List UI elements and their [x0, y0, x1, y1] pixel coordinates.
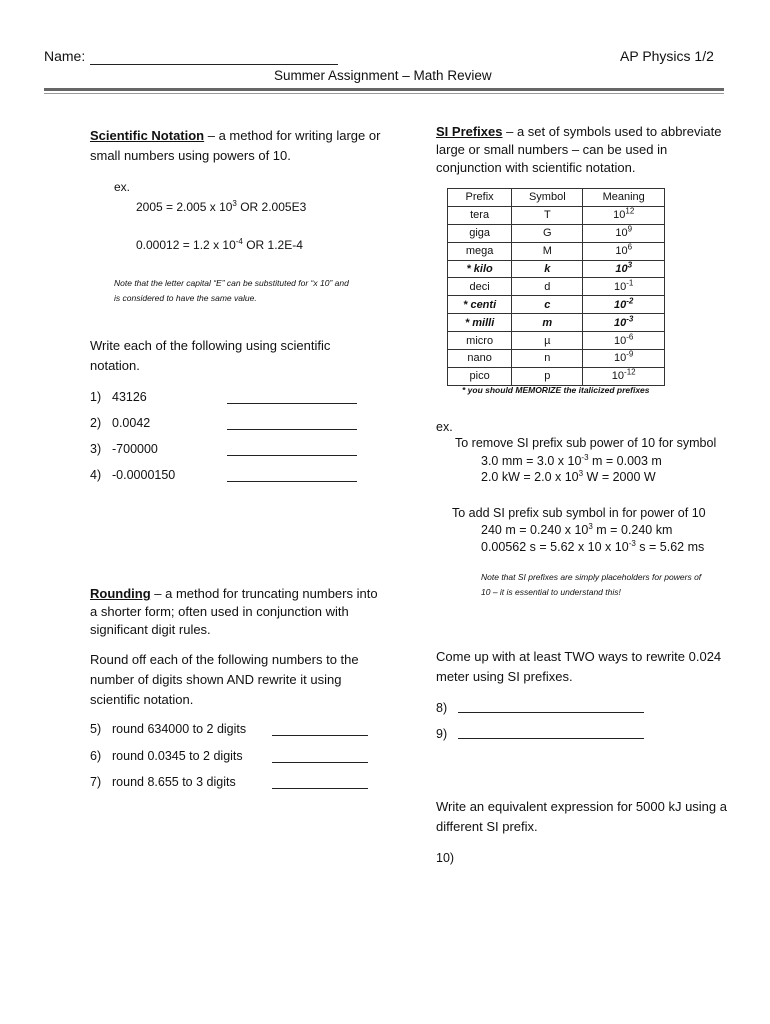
table-row: * centi c $10^{-2}$	[448, 296, 665, 314]
sci-ex-label: ex.	[114, 180, 131, 194]
answer-blank-3[interactable]	[227, 442, 357, 456]
answer-blank-9[interactable]	[458, 725, 644, 739]
sci-notation-heading: Scientific Notation	[90, 128, 205, 143]
si-note: Note that SI prefixes are simply placeholders for powers of 10 – it is essential to understand this!	[481, 572, 702, 597]
si-ex-label: ex.	[436, 420, 453, 434]
equivalent-expression-instructions: Write an equivalent expression for 5000 kJ using a different SI prefix.	[436, 799, 727, 834]
table-row: nano n $10^{-9}$	[448, 350, 665, 368]
header-divider	[44, 88, 724, 91]
si-prefix-definition: SI Prefixes – a set of symbols used to abbreviate large or small numbers – can be used in conjunction with scientific notation.	[436, 124, 722, 175]
answer-blank-8[interactable]	[458, 699, 644, 713]
table-row: mega M $10^6$	[448, 242, 665, 260]
answer-blank-7[interactable]	[272, 775, 368, 789]
question-4: 4) -0.0000150	[90, 468, 176, 482]
si-question-instructions: Come up with at least TWO ways to rewrite 0.024 meter using SI prefixes.	[436, 649, 722, 684]
answer-blank-2[interactable]	[227, 416, 357, 430]
question-7: 7) round 8.655 to 3 digits	[90, 775, 236, 789]
si-prefix-heading: SI Prefixes	[436, 124, 503, 139]
header-divider-thin	[44, 93, 724, 94]
table-row: micro µ $10^{-6}$	[448, 332, 665, 350]
table-row: giga G $10^9$	[448, 224, 665, 242]
sci-example-2: 0.00012 = 1.2 x $10^{-4}$ OR 1.2E-4	[136, 237, 303, 252]
answer-blank-1[interactable]	[227, 390, 357, 404]
remove-example-2: 2.0 kW = 2.0 x $10^3$ W = 2000 W	[481, 468, 656, 484]
name-label: Name:	[44, 48, 86, 64]
table-row: * milli m $10^{-3}$	[448, 314, 665, 332]
name-field[interactable]	[90, 64, 338, 65]
table-row: pico p $10^{-12}$	[448, 367, 665, 385]
remove-prefix-title: To remove SI prefix sub power of 10 for symbol	[455, 436, 717, 450]
add-prefix-title: To add SI prefix sub symbol in for power of 10	[452, 506, 706, 520]
sci-instructions: Write each of the following using scientific notation.	[90, 338, 331, 373]
rounding-heading: Rounding	[90, 586, 151, 601]
question-2: 2) 0.0042	[90, 416, 151, 430]
sci-notation-definition: Scientific Notation – a method for writing large or small numbers using powers of 10.	[90, 128, 381, 163]
question-6: 6) round 0.0345 to 2 digits	[90, 749, 243, 763]
course-title: AP Physics 1/2	[620, 48, 714, 64]
table-row: tera T $10^{12}$	[448, 206, 665, 224]
question-8: 8)	[436, 701, 448, 715]
table-header-row: Prefix Symbol Meaning	[448, 189, 665, 207]
table-row: deci d $10^{-1}$	[448, 278, 665, 296]
table-row: * kilo k $10^3$	[448, 260, 665, 278]
rounding-instructions: Round off each of the following numbers to the number of digits shown AND rewrite it using scientific notation.	[90, 652, 359, 707]
question-10: 10)	[436, 851, 455, 865]
question-9: 9)	[436, 727, 448, 741]
answer-blank-6[interactable]	[272, 749, 368, 763]
question-3: 3) -700000	[90, 442, 158, 456]
add-example-2: 0.00562 s = 5.62 x 10 x $10^{-3}$ s = 5.62 ms	[481, 538, 705, 554]
memorize-note: * you should MEMORIZE the italicized prefixes	[462, 385, 650, 395]
remove-example-1: 3.0 mm = 3.0 x $10^{-3}$ m = 0.003 m	[481, 452, 662, 468]
add-example-1: 240 m = 0.240 x $10^3$ m = 0.240 km	[481, 521, 673, 537]
sci-note: Note that the letter capital “E” can be substituted for “x 10” and is considered to have the same value.	[114, 278, 349, 303]
page-title: Summer Assignment – Math Review	[274, 68, 492, 83]
answer-blank-5[interactable]	[272, 722, 368, 736]
sci-example-1: 2005 = 2.005 x $10^3$ OR 2.005E3	[136, 199, 307, 214]
question-5: 5) round 634000 to 2 digits	[90, 722, 247, 736]
question-1: 1) 43126	[90, 390, 147, 404]
si-prefix-table	[447, 188, 665, 386]
answer-blank-4[interactable]	[227, 468, 357, 482]
rounding-definition: Rounding – a method for truncating numbers into a shorter form; often used in conjunction with significant digit rules.	[90, 586, 378, 637]
